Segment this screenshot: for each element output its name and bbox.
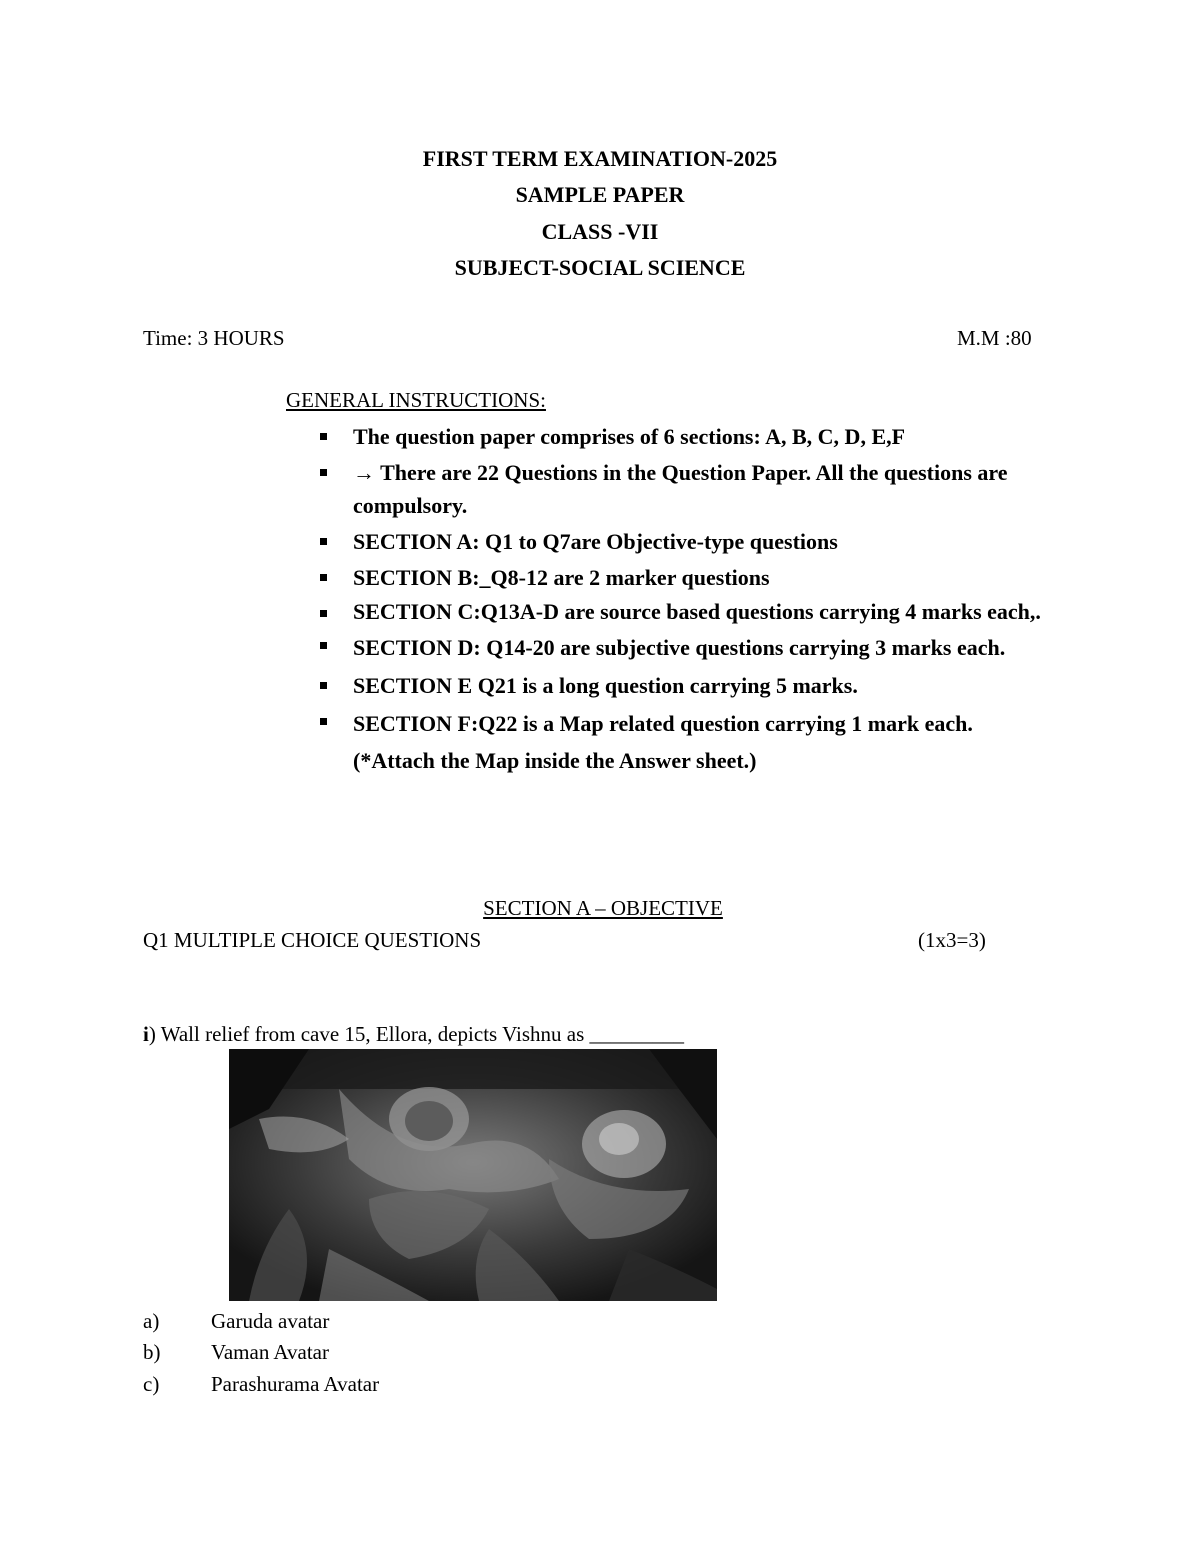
instruction-item: [320, 669, 1060, 702]
instruction-text: SECTION E Q21 is a long question carrying 5 marks.: [353, 673, 858, 698]
ellora-relief-image: [229, 1049, 717, 1301]
instruction-item: [320, 629, 1060, 666]
bullet-icon: [320, 433, 327, 440]
bullet-icon: [320, 610, 327, 617]
bullet-icon: [320, 682, 327, 689]
option-a: [0, 1309, 1200, 1339]
instruction-text: The question paper comprises of 6 sections: A, B, C, D, E,F: [353, 424, 906, 449]
question-i: [143, 1022, 684, 1047]
time-allowed: Time: 3 HOURS: [143, 326, 285, 350]
instructions-list: [320, 420, 1060, 779]
general-instructions-title: GENERAL INSTRUCTIONS:: [286, 388, 546, 412]
subject-label: SUBJECT-SOCIAL SCIENCE: [454, 255, 746, 280]
instruction-text: SECTION B:_Q8-12 are 2 marker questions: [353, 565, 770, 590]
bullet-icon: [320, 538, 327, 545]
instruction-item: [320, 525, 1060, 558]
instruction-text: SECTION F:Q22 is a Map related question carrying 1 mark each. (*Attach the Map inside the Answer sheet.): [353, 711, 973, 773]
instruction-text: SECTION C:Q13A-D are source based questions carrying 4 marks each,.: [353, 599, 1041, 624]
bullet-icon: [320, 718, 327, 725]
bullet-icon: [320, 574, 327, 581]
section-a-heading: SECTION A – OBJECTIVE: [483, 896, 723, 920]
bullet-icon: [320, 642, 327, 649]
option-text: Garuda avatar: [211, 1309, 330, 1333]
instruction-item: [320, 705, 1060, 779]
instruction-text: SECTION A: Q1 to Q7are Objective-type questions: [353, 529, 838, 554]
option-c: [0, 1372, 1200, 1402]
q1-label: Q1 MULTIPLE CHOICE QUESTIONS: [143, 928, 482, 952]
option-text: Parashurama Avatar: [211, 1372, 380, 1396]
instruction-item: [320, 561, 1060, 594]
instruction-item: [320, 597, 1060, 626]
option-label: c): [143, 1372, 160, 1396]
bullet-icon: [320, 469, 327, 476]
exam-title: FIRST TERM EXAMINATION-2025: [422, 146, 778, 171]
option-b: [0, 1340, 1200, 1370]
option-label: a): [143, 1309, 160, 1333]
instruction-text: SECTION D: Q14-20 are subjective questions carrying 3 marks each.: [353, 635, 1006, 660]
instruction-text: → There are 22 Questions in the Question Paper. All the questions are compulsory.: [353, 460, 1008, 518]
question-text: ) Wall relief from cave 15, Ellora, depicts Vishnu as _________: [148, 1022, 684, 1046]
max-marks: M.M :80: [957, 326, 1032, 350]
q1-marks: (1x3=3): [918, 928, 986, 952]
option-label: b): [143, 1340, 161, 1364]
question-number: i: [143, 1022, 149, 1046]
class-label: CLASS -VII: [541, 219, 659, 244]
instruction-item: [320, 420, 1060, 453]
paper-type: SAMPLE PAPER: [515, 182, 685, 207]
instruction-item: [320, 456, 1060, 522]
option-text: Vaman Avatar: [211, 1340, 329, 1364]
